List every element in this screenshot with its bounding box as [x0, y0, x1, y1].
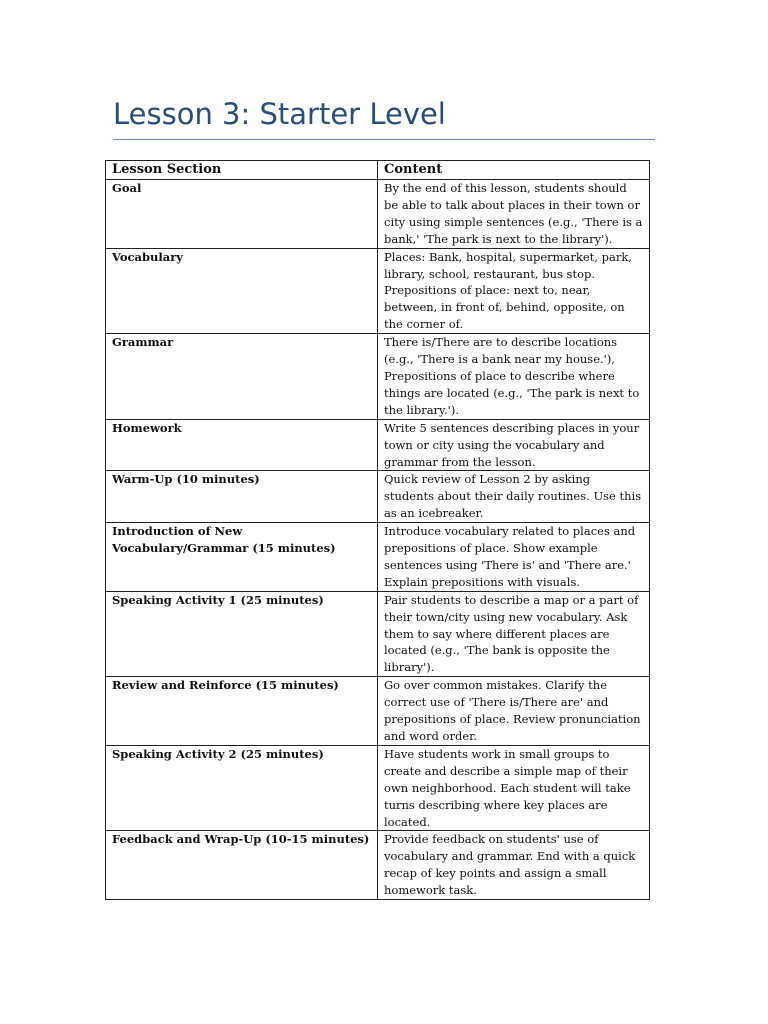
table-row: [106, 591, 650, 677]
content-cell: Have students work in small groups to create and describe a simple map of their own neighborhood. Each student will take turns describing where key places are located.: [378, 745, 650, 831]
lesson-section-cell: Grammar: [106, 334, 378, 420]
table-header-row: [106, 161, 650, 180]
column-header-lesson-section: Lesson Section: [106, 161, 378, 180]
table-row: [106, 334, 650, 420]
content-cell: Provide feedback on students' use of vocabulary and grammar. End with a quick recap of key points and assign a small homework task.: [378, 831, 650, 900]
table-row: [106, 677, 650, 746]
content-cell: Write 5 sentences describing places in your town or city using the vocabulary and grammar from the lesson.: [378, 419, 650, 471]
title-underline: [113, 139, 655, 140]
lesson-section-cell: Goal: [106, 180, 378, 249]
table-row: [106, 419, 650, 471]
content-cell: Introduce vocabulary related to places and prepositions of place. Show example sentences using 'There is' and 'There are.' Explain prepositions with visuals.: [378, 523, 650, 592]
lesson-section-cell: Review and Reinforce (15 minutes): [106, 677, 378, 746]
table-row: [106, 180, 650, 249]
table-row: [106, 831, 650, 900]
table-row: [106, 471, 650, 523]
lesson-section-cell: Speaking Activity 2 (25 minutes): [106, 745, 378, 831]
lesson-section-cell: Speaking Activity 1 (25 minutes): [106, 591, 378, 677]
table-row: [106, 523, 650, 592]
content-cell: There is/There are to describe locations (e.g., 'There is a bank near my house.'), Prepositions of place to describe where things are located (e.g., 'The park is next to the library.').: [378, 334, 650, 420]
content-cell: Go over common mistakes. Clarify the correct use of 'There is/There are' and prepositions of place. Review pronunciation and word order.: [378, 677, 650, 746]
content-cell: Quick review of Lesson 2 by asking students about their daily routines. Use this as an icebreaker.: [378, 471, 650, 523]
lesson-section-cell: Warm-Up (10 minutes): [106, 471, 378, 523]
column-header-content: Content: [378, 161, 650, 180]
lesson-section-cell: Homework: [106, 419, 378, 471]
lesson-section-cell: Introduction of New Vocabulary/Grammar (15 minutes): [106, 523, 378, 592]
page-title: Lesson 3: Starter Level: [113, 97, 446, 131]
table-row: [106, 248, 650, 334]
table-row: [106, 745, 650, 831]
lesson-plan-table: [105, 160, 650, 900]
content-cell: Pair students to describe a map or a part of their town/city using new vocabulary. Ask them to say where different places are located (e.g., 'The bank is opposite the library').: [378, 591, 650, 677]
content-cell: By the end of this lesson, students should be able to talk about places in their town or city using simple sentences (e.g., 'There is a bank,' 'The park is next to the library').: [378, 180, 650, 249]
lesson-section-cell: Feedback and Wrap-Up (10-15 minutes): [106, 831, 378, 900]
lesson-section-cell: Vocabulary: [106, 248, 378, 334]
content-cell: Places: Bank, hospital, supermarket, park, library, school, restaurant, bus stop. Prepositions of place: next to, near, between, in front of, behind, opposite, on the corner of.: [378, 248, 650, 334]
